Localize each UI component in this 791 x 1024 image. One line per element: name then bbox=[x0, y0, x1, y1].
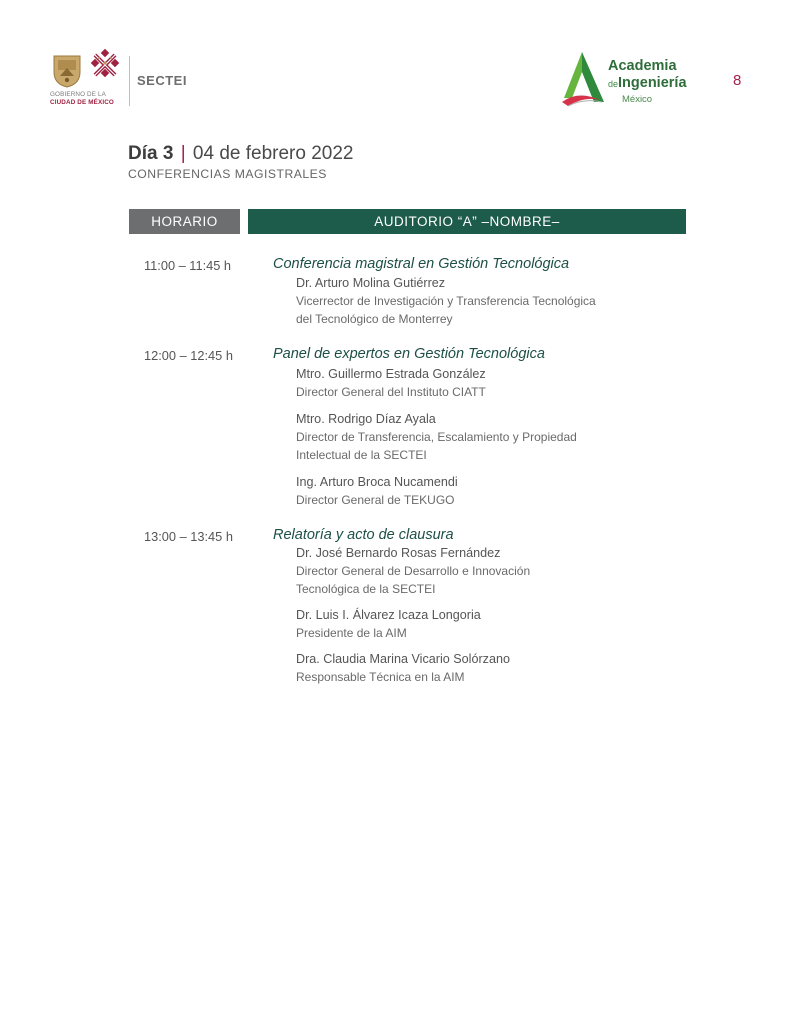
speaker bbox=[296, 410, 577, 464]
speaker bbox=[296, 606, 481, 642]
speaker-role: Director General de TEKUGO bbox=[296, 493, 455, 507]
aim-wordmark bbox=[608, 58, 687, 106]
speaker-name: Mtro. Rodrigo Díaz Ayala bbox=[296, 412, 436, 426]
speaker-role: Director General del Instituto CIATT bbox=[296, 385, 486, 399]
gob-cdmx-text bbox=[50, 91, 114, 106]
session-title: Relatoría y acto de clausura bbox=[273, 527, 454, 543]
aim-academia: Academia bbox=[608, 58, 677, 74]
speaker bbox=[296, 274, 596, 328]
day-label: Día 3 bbox=[128, 143, 174, 164]
column-header-room: AUDITORIO “A” –NOMBRE– bbox=[248, 209, 686, 234]
speaker-name: Dr. Luis I. Álvarez Icaza Longoria bbox=[296, 608, 481, 622]
day-separator: | bbox=[180, 143, 186, 164]
column-header-time: HORARIO bbox=[129, 209, 240, 234]
aim-ingenieria: Ingeniería bbox=[618, 75, 687, 91]
day-title bbox=[128, 143, 354, 165]
speaker bbox=[296, 365, 486, 401]
cdmx-government-logo bbox=[50, 48, 130, 110]
aim-triangle-icon bbox=[560, 50, 606, 108]
speaker-name: Dra. Claudia Marina Vicario Solórzano bbox=[296, 652, 510, 666]
speaker-role: del Tecnológico de Monterrey bbox=[296, 312, 453, 326]
speaker-role: Intelectual de la SECTEI bbox=[296, 448, 427, 462]
cdmx-crest-icon bbox=[52, 54, 82, 88]
speaker-name: Mtro. Guillermo Estrada González bbox=[296, 367, 486, 381]
speaker-role: Vicerrector de Investigación y Transferencia Tecnológica bbox=[296, 294, 596, 308]
day-date: 04 de febrero 2022 bbox=[192, 143, 354, 164]
speaker-name: Dr. Arturo Molina Gutiérrez bbox=[296, 276, 446, 290]
gob-line-1: GOBIERNO DE LA bbox=[50, 91, 106, 98]
sectei-label: SECTEI bbox=[137, 73, 187, 88]
speaker-role: Presidente de la AIM bbox=[296, 626, 407, 640]
page-number: 8 bbox=[733, 72, 742, 89]
aim-de: de bbox=[608, 79, 619, 89]
day-heading bbox=[128, 143, 354, 181]
session-title: Conferencia magistral en Gestión Tecnológica bbox=[273, 256, 570, 272]
session-time: 12:00 – 12:45 h bbox=[144, 348, 233, 363]
logo-divider bbox=[129, 56, 130, 106]
session-time: 13:00 – 13:45 h bbox=[144, 529, 233, 544]
session-title: Panel de expertos en Gestión Tecnológica bbox=[273, 346, 545, 362]
speaker bbox=[296, 650, 510, 686]
aim-mexico: México bbox=[622, 94, 653, 105]
speaker bbox=[296, 473, 458, 509]
speaker-role: Responsable Técnica en la AIM bbox=[296, 670, 465, 684]
page-header bbox=[0, 0, 791, 120]
aim-ingenieria-line bbox=[608, 75, 687, 93]
speaker-name: Dr. José Bernardo Rosas Fernández bbox=[296, 546, 501, 560]
speaker-name: Ing. Arturo Broca Nucamendi bbox=[296, 475, 458, 489]
day-subtitle: CONFERENCIAS MAGISTRALES bbox=[128, 167, 327, 181]
speaker-role: Director General de Desarrollo e Innovación bbox=[296, 564, 531, 578]
gob-line-2: CIUDAD DE MÉXICO bbox=[50, 98, 114, 106]
session-time: 11:00 – 11:45 h bbox=[144, 258, 232, 273]
speaker-role: Tecnológica de la SECTEI bbox=[296, 582, 436, 596]
cdmx-knot-icon bbox=[88, 48, 122, 82]
speaker-role: Director de Transferencia, Escalamiento y Propiedad bbox=[296, 430, 577, 444]
speaker bbox=[296, 544, 530, 598]
aim-logo bbox=[560, 50, 700, 112]
